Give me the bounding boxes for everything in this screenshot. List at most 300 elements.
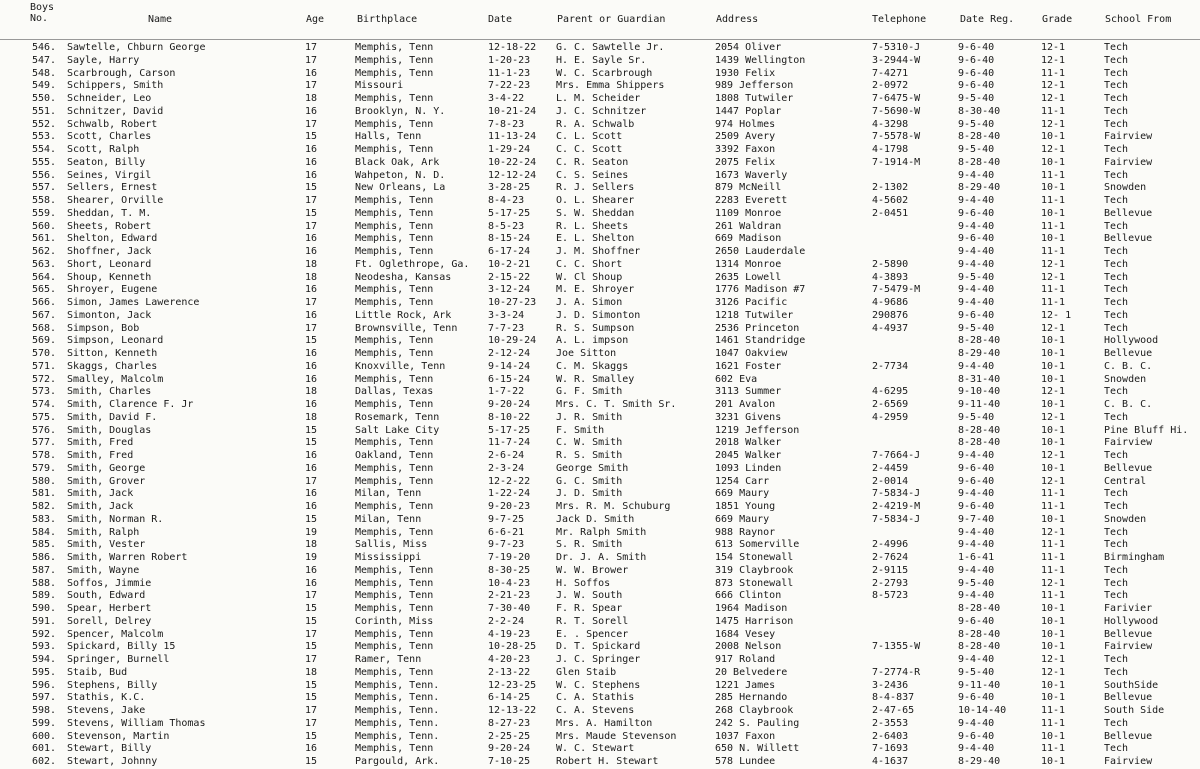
birthplace: Memphis, Tenn	[355, 743, 434, 755]
school-from: Tech	[1104, 577, 1129, 589]
birthplace: Memphis, Tenn	[355, 603, 434, 614]
grade: 10-1	[1041, 182, 1066, 194]
birthplace: Memphis, Tenn	[355, 284, 434, 296]
student-name: Schnitzer, David	[67, 105, 164, 117]
table-row	[0, 93, 1200, 106]
age: 15	[305, 424, 318, 436]
parent-guardian: M. E. Shroyer	[556, 284, 635, 296]
birth-date: 2-12-24	[488, 348, 531, 359]
birthplace: Knoxville, Tenn	[355, 360, 446, 372]
telephone: 3-2944-W	[872, 54, 921, 66]
student-name: Smith, Ralph	[67, 526, 140, 538]
date-registered: 9-4-40	[958, 258, 995, 270]
birthplace: Memphis, Tenn	[355, 628, 434, 640]
row-number: 563.	[32, 258, 57, 270]
birthplace: Neodesha, Kansas	[355, 271, 452, 283]
parent-guardian: C. L. Scott	[556, 131, 623, 143]
grade: 11-1	[1041, 195, 1066, 206]
row-number: 576.	[32, 424, 57, 436]
grade: 12-1	[1041, 54, 1066, 66]
row-number: 566.	[32, 297, 57, 308]
date-registered: 9-6-40	[958, 615, 995, 627]
header-name: Name	[148, 14, 173, 25]
school-from: SouthSide	[1104, 679, 1159, 691]
row-number: 578.	[32, 450, 57, 461]
grade: 10-1	[1041, 679, 1066, 691]
parent-guardian: Joe Sitton	[556, 348, 617, 359]
grade: 11-1	[1041, 220, 1066, 232]
parent-guardian: C. C. Scott	[556, 144, 623, 155]
telephone: 2-3553	[872, 717, 909, 729]
date-registered: 9-6-40	[958, 207, 995, 219]
parent-guardian: J. D. Smith	[556, 488, 623, 500]
address: 201 Avalon	[715, 399, 776, 410]
birthplace: Memphis, Tenn	[355, 564, 434, 576]
parent-guardian: G. C. Sawtelle Jr.	[556, 42, 665, 53]
birthplace: Memphis, Tenn	[355, 577, 434, 589]
parent-guardian: R. S. Smith	[556, 450, 623, 461]
grade: 10-1	[1041, 437, 1066, 449]
age: 17	[305, 475, 318, 487]
row-number: 591.	[32, 615, 57, 627]
birthplace: Memphis, Tenn.	[355, 692, 440, 704]
student-name: Stephens, Billy	[67, 679, 158, 691]
address: 1621 Foster	[715, 360, 782, 372]
address: 2650 Lauderdale	[715, 246, 806, 257]
age: 16	[305, 156, 318, 168]
birth-date: 7-8-23	[488, 118, 525, 130]
student-name: Stevenson, Martin	[67, 730, 170, 742]
age: 17	[305, 118, 318, 130]
student-name: Smith, David F.	[67, 411, 158, 423]
date-registered: 9-4-40	[958, 297, 995, 308]
telephone: 7-4271	[872, 67, 909, 79]
parent-guardian: W. C. Stephens	[556, 679, 641, 691]
telephone: 4-4937	[872, 322, 909, 334]
birth-date: 5-17-25	[488, 424, 531, 436]
birth-date: 10-22-24	[488, 156, 537, 168]
school-from: Tech	[1104, 258, 1129, 270]
student-name: Smith, Charles	[67, 386, 152, 398]
school-from: Tech	[1104, 220, 1129, 232]
address: 3113 Summer	[715, 386, 782, 398]
address: 1808 Tutwiler	[715, 93, 794, 104]
birthplace: Memphis, Tenn	[355, 501, 434, 512]
row-number: 588.	[32, 577, 57, 589]
header-no: Boys No.	[30, 2, 55, 24]
parent-guardian: J. M. Shoffner	[556, 246, 641, 257]
birthplace: Brooklyn, N. Y.	[355, 105, 446, 117]
row-number: 572.	[32, 373, 57, 385]
parent-guardian: R. T. Sorell	[556, 615, 629, 627]
header-date-reg: Date Reg.	[960, 14, 1015, 25]
row-number: 559.	[32, 207, 57, 219]
birth-date: 8-15-24	[488, 233, 531, 245]
date-registered: 9-6-40	[958, 501, 995, 512]
address: 3392 Faxon	[715, 144, 776, 155]
address: 1109 Monroe	[715, 207, 782, 219]
birthplace: Ramer, Tenn	[355, 654, 422, 665]
row-number: 550.	[32, 93, 57, 104]
address: 1673 Waverly	[715, 169, 788, 181]
address: 2509 Avery	[715, 131, 776, 143]
age: 17	[305, 705, 318, 716]
age: 16	[305, 67, 318, 79]
birth-date: 11-1-23	[488, 67, 531, 79]
age: 15	[305, 182, 318, 194]
address: 2018 Walker	[715, 437, 782, 449]
grade: 12-1	[1041, 654, 1066, 665]
date-registered: 9-4-40	[958, 220, 995, 232]
birth-date: 7-10-25	[488, 756, 531, 767]
age: 17	[305, 54, 318, 66]
row-number: 596.	[32, 679, 57, 691]
age: 15	[305, 679, 318, 691]
birthplace: Memphis, Tenn	[355, 399, 434, 410]
birthplace: Dallas, Texas	[355, 386, 434, 398]
table-row	[0, 590, 1200, 603]
school-from: Bellevue	[1104, 692, 1153, 704]
date-registered: 8-28-40	[958, 437, 1001, 449]
date-registered: 9-4-40	[958, 717, 995, 729]
table-row	[0, 692, 1200, 705]
parent-guardian: Mrs. R. M. Schuburg	[556, 501, 671, 512]
student-name: Spickard, Billy 15	[67, 641, 176, 653]
grade: 12-1	[1041, 577, 1066, 589]
birth-date: 1-22-24	[488, 488, 531, 500]
table-row	[0, 680, 1200, 693]
parent-guardian: Mr. Ralph Smith	[556, 526, 647, 538]
row-number: 597.	[32, 692, 57, 704]
birth-date: 12-18-22	[488, 42, 537, 53]
age: 19	[305, 552, 318, 563]
parent-guardian: W. C. Scarbrough	[556, 67, 653, 79]
date-registered: 9-6-40	[958, 233, 995, 245]
table-row	[0, 603, 1200, 616]
address: 154 Stonewall	[715, 552, 794, 563]
birthplace: Memphis, Tenn	[355, 666, 434, 678]
student-name: South, Edward	[67, 590, 146, 602]
parent-guardian: R. S. Sumpson	[556, 322, 635, 334]
address: 1461 Standridge	[715, 335, 806, 347]
birth-date: 9-20-23	[488, 501, 531, 512]
grade: 12-1	[1041, 411, 1066, 423]
telephone: 8-5723	[872, 590, 909, 602]
row-number: 589.	[32, 590, 57, 602]
age: 17	[305, 654, 318, 665]
table-row	[0, 476, 1200, 489]
student-name: Smith, Warren Robert	[67, 552, 188, 563]
date-registered: 9-5-40	[958, 577, 995, 589]
birth-date: 9-7-25	[488, 513, 525, 525]
parent-guardian: R. A. Schwalb	[556, 118, 635, 130]
date-registered: 9-4-40	[958, 564, 995, 576]
birth-date: 8-10-22	[488, 411, 531, 423]
date-registered: 9-4-40	[958, 654, 995, 665]
birthplace: Wahpeton, N. D.	[355, 169, 446, 181]
birth-date: 8-27-23	[488, 717, 531, 729]
date-registered: 9-7-40	[958, 513, 995, 525]
parent-guardian: Dr. J. A. Smith	[556, 552, 647, 563]
school-from: Farivier	[1104, 603, 1153, 614]
row-number: 586.	[32, 552, 57, 563]
grade: 11-1	[1041, 552, 1066, 563]
table-row	[0, 705, 1200, 718]
telephone: 4-6295	[872, 386, 909, 398]
age: 16	[305, 284, 318, 296]
parent-guardian: C. A. Stevens	[556, 705, 635, 716]
birthplace: Memphis, Tenn	[355, 590, 434, 602]
age: 16	[305, 105, 318, 117]
student-name: Shoup, Kenneth	[67, 271, 152, 283]
age: 19	[305, 526, 318, 538]
row-number: 568.	[32, 322, 57, 334]
table-row	[0, 272, 1200, 285]
date-registered: 9-5-40	[958, 118, 995, 130]
grade: 11-1	[1041, 246, 1066, 257]
birth-date: 11-13-24	[488, 131, 537, 143]
age: 15	[305, 756, 318, 767]
row-number: 554.	[32, 144, 57, 155]
table-row	[0, 208, 1200, 221]
parent-guardian: J. C. Schnitzer	[556, 105, 647, 117]
parent-guardian: F. Smith	[556, 424, 605, 436]
telephone: 7-5479-M	[872, 284, 921, 296]
birthplace: Memphis, Tenn	[355, 42, 434, 53]
table-row	[0, 246, 1200, 259]
row-number: 601.	[32, 743, 57, 755]
birth-date: 7-22-23	[488, 80, 531, 92]
telephone: 4-3298	[872, 118, 909, 130]
age: 16	[305, 233, 318, 245]
birth-date: 8-4-23	[488, 195, 525, 206]
date-registered: 9-6-40	[958, 54, 995, 66]
row-number: 575.	[32, 411, 57, 423]
parent-guardian: Mrs. C. T. Smith Sr.	[556, 399, 677, 410]
birth-date: 6-14-25	[488, 692, 531, 704]
date-registered: 9-4-40	[958, 743, 995, 755]
student-name: Simpson, Bob	[67, 322, 140, 334]
grade: 10-1	[1041, 462, 1066, 474]
address: 1047 Oakview	[715, 348, 788, 359]
table-row	[0, 463, 1200, 476]
age: 17	[305, 628, 318, 640]
table-row	[0, 335, 1200, 348]
grade: 10-1	[1041, 131, 1066, 143]
school-from: Tech	[1104, 386, 1129, 398]
school-from: Tech	[1104, 411, 1129, 423]
birthplace: Memphis, Tenn.	[355, 717, 440, 729]
telephone: 2-6569	[872, 399, 909, 410]
school-from: Tech	[1104, 539, 1129, 551]
grade: 11-1	[1041, 705, 1066, 716]
birth-date: 2-3-24	[488, 462, 525, 474]
birth-date: 10-28-25	[488, 641, 537, 653]
birth-date: 1-7-22	[488, 386, 525, 398]
birthplace: Pargould, Ark.	[355, 756, 440, 767]
student-name: Seines, Virgil	[67, 169, 152, 181]
column-header-row	[0, 0, 1200, 40]
birth-date: 4-19-23	[488, 628, 531, 640]
birth-date: 12-13-22	[488, 705, 537, 716]
date-registered: 8-28-40	[958, 424, 1001, 436]
address: 2054 Oliver	[715, 42, 782, 53]
parent-guardian: W. C. Stewart	[556, 743, 635, 755]
school-from: Bellevue	[1104, 348, 1153, 359]
age: 16	[305, 144, 318, 155]
address: 1851 Young	[715, 501, 776, 512]
student-name: Smith, George	[67, 462, 146, 474]
birth-date: 3-28-25	[488, 182, 531, 194]
address: 319 Claybrook	[715, 564, 794, 576]
grade: 12-1	[1041, 322, 1066, 334]
student-name: Stewart, Johnny	[67, 756, 158, 767]
address: 285 Hernando	[715, 692, 788, 704]
date-registered: 1-6-41	[958, 552, 995, 563]
school-from: Tech	[1104, 271, 1129, 283]
grade: 10-1	[1041, 641, 1066, 653]
row-number: 564.	[32, 271, 57, 283]
parent-guardian: C. A. Stathis	[556, 692, 635, 704]
telephone: 2-6403	[872, 730, 909, 742]
age: 16	[305, 399, 318, 410]
student-name: Soffos, Jimmie	[67, 577, 152, 589]
address: 669 Maury	[715, 513, 770, 525]
birth-date: 5-17-25	[488, 207, 531, 219]
birth-date: 10-21-24	[488, 105, 537, 117]
address: 268 Claybrook	[715, 705, 794, 716]
birth-date: 2-2-24	[488, 615, 525, 627]
address: 1447 Poplar	[715, 105, 782, 117]
student-name: Skaggs, Charles	[67, 360, 158, 372]
grade: 11-1	[1041, 284, 1066, 296]
table-row	[0, 195, 1200, 208]
grade: 12-1	[1041, 144, 1066, 155]
age: 15	[305, 335, 318, 347]
birth-date: 9-14-24	[488, 360, 531, 372]
parent-guardian: H. E. Sayle Sr.	[556, 54, 647, 66]
birthplace: Memphis, Tenn	[355, 335, 434, 347]
telephone: 2-7624	[872, 552, 909, 563]
address: 1093 Linden	[715, 462, 782, 474]
row-number: 570.	[32, 348, 57, 359]
date-registered: 8-30-40	[958, 105, 1001, 117]
date-registered: 9-5-40	[958, 93, 995, 104]
address: 1964 Madison	[715, 603, 788, 614]
birthplace: Memphis, Tenn	[355, 207, 434, 219]
grade: 11-1	[1041, 488, 1066, 500]
student-name: Spencer, Malcolm	[67, 628, 164, 640]
row-number: 602.	[32, 756, 57, 767]
birthplace: Memphis, Tenn	[355, 233, 434, 245]
age: 15	[305, 641, 318, 653]
birth-date: 12-2-22	[488, 475, 531, 487]
telephone: 3-2436	[872, 679, 909, 691]
table-row	[0, 157, 1200, 170]
birthplace: Missouri	[355, 80, 404, 92]
birthplace: Memphis, Tenn	[355, 641, 434, 653]
student-name: Schneider, Leo	[67, 93, 152, 104]
student-name: Sheets, Robert	[67, 220, 152, 232]
grade: 11-1	[1041, 717, 1066, 729]
table-row	[0, 259, 1200, 272]
date-registered: 8-28-40	[958, 156, 1001, 168]
row-number: 557.	[32, 182, 57, 194]
student-name: Scarbrough, Carson	[67, 67, 176, 79]
age: 16	[305, 246, 318, 257]
school-from: Tech	[1104, 42, 1129, 53]
date-registered: 9-4-40	[958, 246, 995, 257]
school-from: Snowden	[1104, 182, 1147, 194]
telephone: 7-2774-R	[872, 666, 921, 678]
address: 988 Raynor	[715, 526, 776, 538]
birthplace: Mississippi	[355, 552, 422, 563]
school-from: Tech	[1104, 526, 1129, 538]
address: 873 Stonewall	[715, 577, 794, 589]
parent-guardian: George Smith	[556, 462, 629, 474]
row-number: 571.	[32, 360, 57, 372]
date-registered: 9-6-40	[958, 80, 995, 92]
grade: 11-1	[1041, 105, 1066, 117]
telephone: 2-5890	[872, 258, 909, 270]
birthplace: Memphis, Tenn.	[355, 705, 440, 716]
telephone: 2-0972	[872, 80, 909, 92]
student-name: Smith, Fred	[67, 450, 134, 461]
parent-guardian: Mrs. A. Hamilton	[556, 717, 653, 729]
school-from: Tech	[1104, 717, 1129, 729]
table-row	[0, 501, 1200, 514]
birthplace: Sallis, Miss	[355, 539, 428, 551]
age: 15	[305, 692, 318, 704]
birth-date: 6-6-21	[488, 526, 525, 538]
parent-guardian: Glen Staib	[556, 666, 617, 678]
date-registered: 8-28-40	[958, 641, 1001, 653]
birth-date: 3-3-24	[488, 309, 525, 321]
school-from: Bellevue	[1104, 207, 1153, 219]
grade: 12-1	[1041, 526, 1066, 538]
table-row	[0, 182, 1200, 195]
age: 15	[305, 513, 318, 525]
birthplace: Halls, Tenn	[355, 131, 422, 143]
student-name: Sawtelle, Chburn George	[67, 42, 206, 53]
row-number: 561.	[32, 233, 57, 245]
birth-date: 10-29-24	[488, 335, 537, 347]
header-address: Address	[716, 14, 759, 25]
age: 16	[305, 348, 318, 359]
address: 2536 Princeton	[715, 322, 800, 334]
school-from: Fairview	[1104, 131, 1153, 143]
row-number: 552.	[32, 118, 57, 130]
birth-date: 7-19-20	[488, 552, 531, 563]
telephone: 8-4-837	[872, 692, 915, 704]
table-row	[0, 654, 1200, 667]
address: 666 Clinton	[715, 590, 782, 602]
address: 1684 Vesey	[715, 628, 776, 640]
table-row	[0, 361, 1200, 374]
school-from: Pine Bluff Hi.	[1104, 424, 1189, 436]
school-from: South Side	[1104, 705, 1165, 716]
student-name: Smith, Grover	[67, 475, 146, 487]
parent-guardian: S. R. Smith	[556, 539, 623, 551]
address: 650 N. Willett	[715, 743, 800, 755]
table-row	[0, 412, 1200, 425]
student-name: Shoffner, Jack	[67, 246, 152, 257]
row-number: 583.	[32, 513, 57, 525]
parent-guardian: Mrs. Emma Shippers	[556, 80, 665, 92]
student-name: Schwalb, Robert	[67, 118, 158, 130]
school-from: Central	[1104, 475, 1147, 487]
header-telephone: Telephone	[872, 14, 927, 25]
